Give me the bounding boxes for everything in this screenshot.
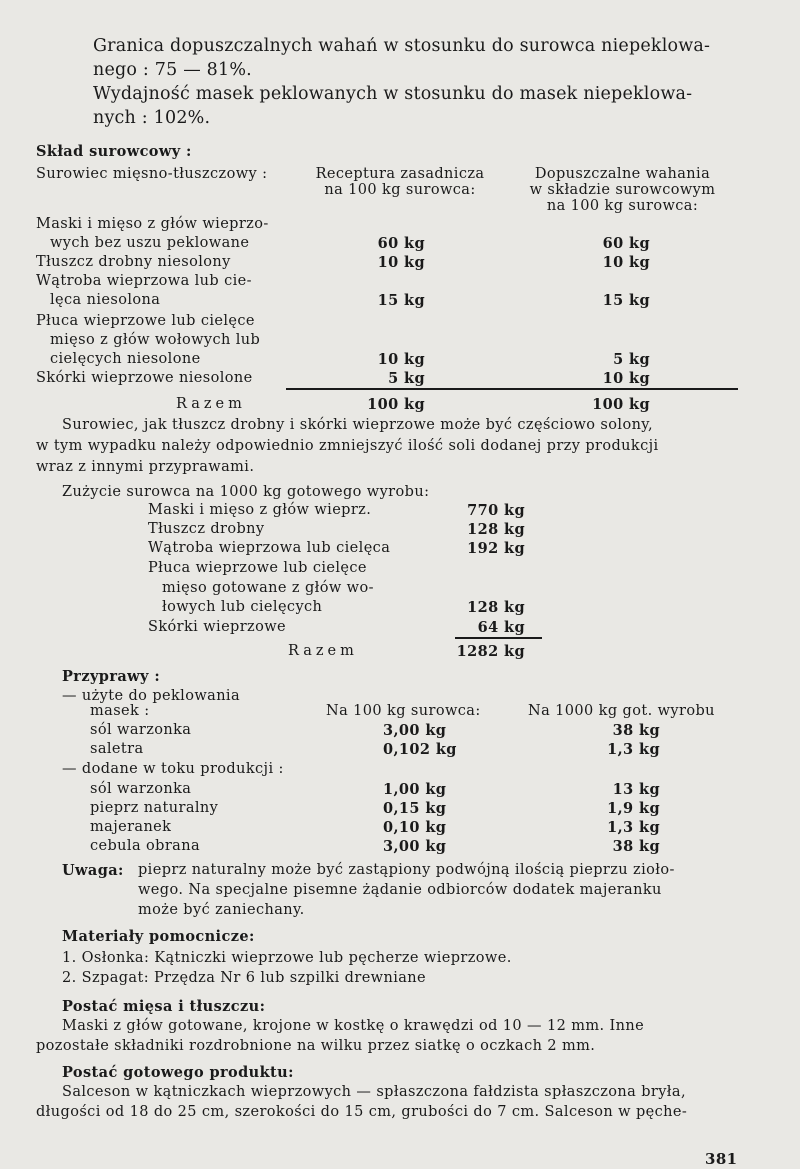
sklad-total-rec: 100 kg (367, 396, 425, 413)
postac-produktu-heading: Postać gotowego produktu: (62, 1064, 294, 1081)
materialy-item: 2. Szpagat: Przędza Nr 6 lub szpilki drewniane (62, 970, 427, 986)
sklad-row-dop: 15 kg (602, 292, 650, 309)
sklad-row-dop: 5 kg (613, 351, 650, 368)
sklad-row-rec: 15 kg (377, 292, 425, 309)
sklad-row-rec: 60 kg (377, 235, 425, 252)
intro-line: nych : 102%. (93, 108, 211, 128)
sklad-row-rec: 10 kg (377, 254, 425, 271)
intro-line: Granica dopuszczalnych wahań w stosunku do surowca niepeklowa- (93, 36, 711, 56)
spice-amount-1000: 13 kg (612, 781, 660, 798)
spice-name: saletra (90, 741, 144, 757)
materialy-item: 1. Osłonka: Kątniczki wieprzowe lub pęcherze wieprzowe. (62, 950, 512, 966)
spice-name: cebula obrana (90, 838, 200, 854)
spice-name: pieprz naturalny (90, 800, 219, 816)
sklad-row-dop: 60 kg (602, 235, 650, 252)
note-line: Surowiec, jak tłuszcz drobny i skórki wieprzowe może być częściowo solony, (62, 417, 653, 433)
zuzycie-row-value: 192 kg (467, 540, 525, 557)
sklad-row-dop: 10 kg (602, 370, 650, 387)
sklad-row-label: Wątroba wieprzowa lub cie- (36, 273, 252, 289)
zuzycie-row-value: 770 kg (467, 502, 525, 519)
sklad-row-label: cielęcych niesolone (50, 351, 201, 367)
przyprawy-group: — dodane w toku produkcji : (62, 761, 284, 777)
zuzycie-total-value: 1282 kg (456, 643, 525, 660)
spice-name: sól warzonka (90, 781, 192, 797)
spice-amount-1000: 38 kg (612, 722, 660, 739)
zuzycie-row-label: łowych lub cielęcych (162, 599, 323, 615)
spice-amount-100: 0,102 kg (383, 741, 457, 758)
sklad-total-dop: 100 kg (592, 396, 650, 413)
postac-produktu-line: Salceson w kątniczkach wieprzowych — spłaszczona fałdzista spłaszczona bryła, (62, 1084, 686, 1100)
sklad-col-header: Surowiec mięsno-tłuszczowy : (36, 166, 268, 182)
zuzycie-total-rule (455, 637, 542, 639)
sklad-row-label: Płuca wieprzowe lub cielęce (36, 313, 255, 329)
note-line: w tym wypadku należy odpowiednio zmniejszyć ilość soli dodanej przy produkcji (36, 438, 659, 454)
uwaga-line: pieprz naturalny może być zastąpiony podwójną ilością pieprzu zioło- (138, 862, 675, 878)
zuzycie-row-label: Skórki wieprzowe (148, 619, 287, 635)
sklad-row-label: lęca niesolona (50, 292, 161, 308)
sklad-col-header: na 100 kg surowca: (324, 182, 476, 198)
przyprawy-heading: Przyprawy : (62, 668, 161, 685)
przyprawy-col-header: Na 100 kg surowca: (326, 703, 481, 719)
spice-amount-100: 0,10 kg (383, 819, 447, 836)
sklad-col-header: na 100 kg surowca: (546, 198, 699, 214)
spice-amount-1000: 38 kg (612, 838, 660, 855)
sklad-row-rec: 5 kg (388, 370, 425, 387)
note-line: wraz z innymi przyprawami. (36, 459, 255, 475)
spice-amount-1000: 1,3 kg (607, 819, 660, 836)
spice-amount-100: 3,00 kg (383, 838, 447, 855)
postac-produktu-line: długości od 18 do 25 cm, szerokości do 15 cm, grubości do 7 cm. Salceson w pęche- (36, 1104, 688, 1120)
przyprawy-col-header: Na 1000 kg got. wyrobu (528, 703, 715, 719)
sklad-total-label: Razem (176, 396, 246, 412)
zuzycie-row-label: Wątroba wieprzowa lub cielęca (148, 540, 391, 556)
sklad-row-label: mięso z głów wołowych lub (50, 332, 261, 348)
sklad-total-rule (286, 388, 738, 390)
sklad-col-header: w składzie surowcowym (529, 182, 716, 198)
intro-line: nego : 75 — 81%. (93, 60, 252, 80)
page-number: 381 (705, 1150, 738, 1168)
zuzycie-row-label: Płuca wieprzowe lub cielęce (148, 560, 367, 576)
przyprawy-group: — użyte do peklowania (62, 688, 241, 704)
sklad-col-header: Dopuszczalne wahania (534, 166, 711, 182)
intro-line: Wydajność masek peklowanych w stosunku do masek niepeklowa- (93, 84, 693, 104)
zuzycie-heading: Zużycie surowca na 1000 kg gotowego wyrobu: (62, 484, 430, 500)
postac-miesa-line: Maski z głów gotowane, krojone w kostkę o krawędzi od 10 — 12 mm. Inne (62, 1018, 645, 1034)
postac-miesa-heading: Postać mięsa i tłuszczu: (62, 998, 266, 1015)
uwaga-line: może być zaniechany. (138, 902, 305, 918)
uwaga-line: wego. Na specjalne pisemne żądanie odbiorców dodatek majeranku (138, 882, 662, 898)
spice-amount-1000: 1,3 kg (607, 741, 660, 758)
zuzycie-row-label: Maski i mięso z głów wieprz. (148, 502, 372, 518)
spice-amount-100: 0,15 kg (383, 800, 447, 817)
spice-amount-1000: 1,9 kg (607, 800, 660, 817)
zuzycie-row-label: mięso gotowane z głów wo- (162, 580, 374, 596)
spice-name: majeranek (90, 819, 172, 835)
sklad-row-label: wych bez uszu peklowane (50, 235, 250, 251)
zuzycie-row-value: 64 kg (477, 619, 525, 636)
spice-amount-100: 3,00 kg (383, 722, 447, 739)
postac-miesa-line: pozostałe składniki rozdrobnione na wilku przez siatkę o oczkach 2 mm. (36, 1038, 596, 1054)
sklad-row-dop: 10 kg (602, 254, 650, 271)
sklad-row-rec: 10 kg (377, 351, 425, 368)
uwaga-label: Uwaga: (62, 862, 124, 879)
zuzycie-row-value: 128 kg (467, 599, 525, 616)
spice-name: sól warzonka (90, 722, 192, 738)
zuzycie-total-label: Razem (288, 643, 358, 659)
sklad-row-label: Maski i mięso z głów wieprzo- (36, 216, 269, 232)
sklad-heading: Skład surowcowy : (36, 143, 192, 160)
materialy-heading: Materiały pomocnicze: (62, 928, 255, 945)
zuzycie-row-value: 128 kg (467, 521, 525, 538)
sklad-row-label: Tłuszcz drobny niesolony (36, 254, 231, 270)
sklad-col-header: Receptura zasadnicza (315, 166, 485, 182)
przyprawy-group: masek : (90, 703, 150, 719)
spice-amount-100: 1,00 kg (383, 781, 447, 798)
zuzycie-row-label: Tłuszcz drobny (148, 521, 265, 537)
sklad-row-label: Skórki wieprzowe niesolone (36, 370, 253, 386)
